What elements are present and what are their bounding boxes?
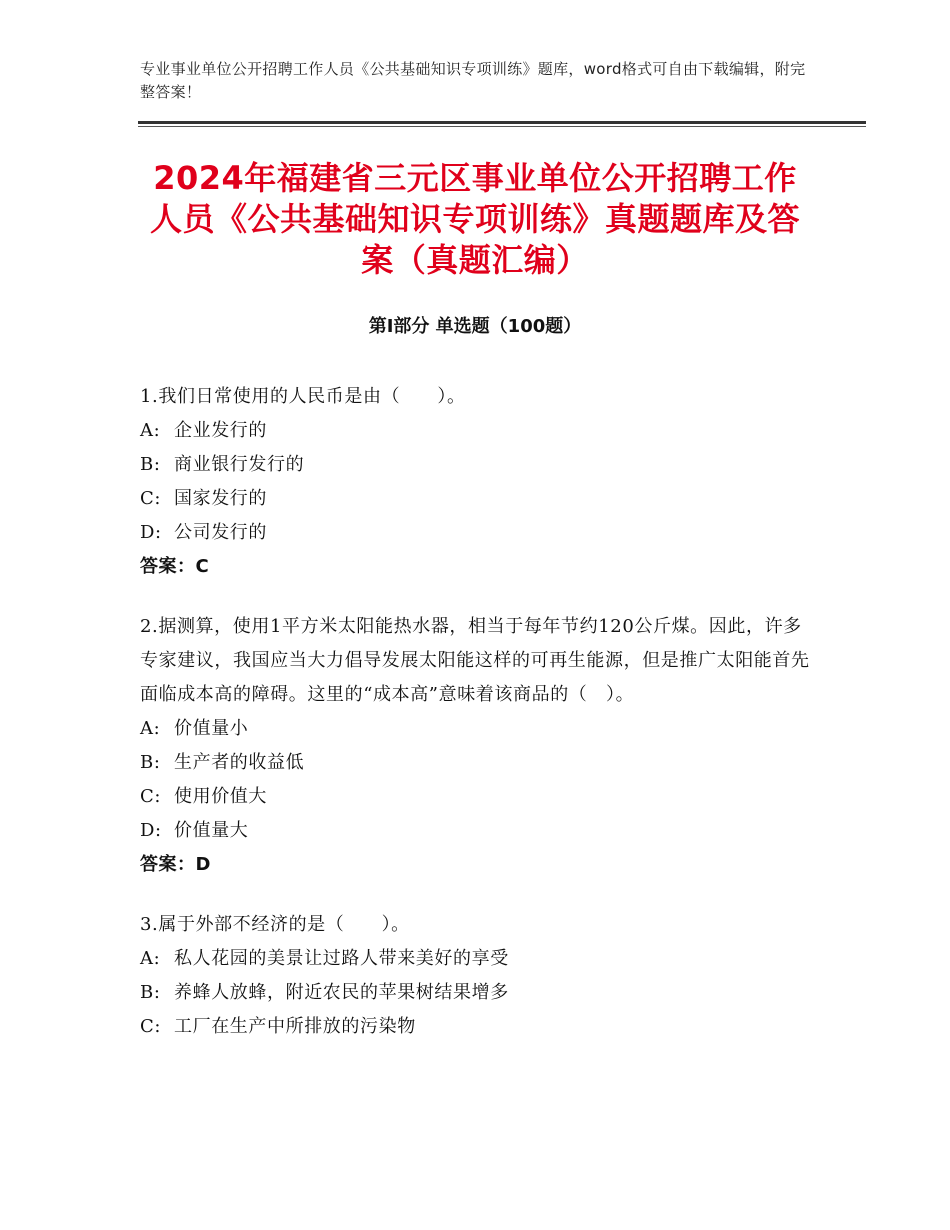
question-stem: 3.属于外部不经济的是（ ）。	[140, 914, 410, 935]
option-text: 价值量大	[174, 820, 249, 841]
question-3	[140, 908, 810, 1044]
question-stem: 1.我们日常使用的人民币是由（ ）。	[140, 386, 466, 407]
option-b	[140, 448, 810, 482]
section-title: 第Ⅰ部分 单选题（100题）	[368, 316, 582, 337]
option-text: 生产者的收益低	[174, 752, 305, 773]
header-divider-thick	[138, 121, 866, 124]
option-letter: A:	[140, 718, 161, 739]
option-letter: D:	[140, 820, 162, 841]
option-d	[140, 516, 810, 550]
option-text: 私人花园的美景让过路人带来美好的享受	[174, 948, 509, 969]
option-letter: A:	[140, 948, 161, 969]
option-c	[140, 482, 810, 516]
option-a	[140, 712, 810, 746]
option-text: 价值量小	[174, 718, 249, 739]
header-note: 专业事业单位公开招聘工作人员《公共基础知识专项训练》题库，word格式可自由下载编辑，附完整答案！	[140, 60, 806, 101]
header-divider-thin	[138, 126, 866, 127]
answer: 答案：C	[140, 556, 210, 577]
question-1	[140, 380, 810, 584]
option-letter: C:	[140, 1016, 162, 1037]
answer: 答案：D	[140, 854, 211, 875]
option-letter: A:	[140, 420, 161, 441]
question-stem: 2.据测算，使用1平方米太阳能热水器，相当于每年节约120公斤煤。因此，许多专家建议，我国应当大力倡导发展太阳能这样的可再生能源，但是推广太阳能首先面临成本高的障碍。这里的“成本高”意味着该商品的（ ）。	[140, 616, 810, 705]
question-list	[140, 380, 810, 1070]
option-a	[140, 942, 810, 976]
option-letter: B:	[140, 982, 161, 1003]
option-b	[140, 976, 810, 1010]
option-letter: B:	[140, 752, 161, 773]
option-b	[140, 746, 810, 780]
option-text: 公司发行的	[174, 522, 267, 543]
option-text: 工厂在生产中所排放的污染物	[174, 1016, 416, 1037]
option-letter: B:	[140, 454, 161, 475]
option-c	[140, 780, 810, 814]
option-letter: C:	[140, 488, 162, 509]
option-text: 使用价值大	[174, 786, 267, 807]
option-text: 商业银行发行的	[174, 454, 305, 475]
option-a	[140, 414, 810, 448]
document-title: 2024年福建省三元区事业单位公开招聘工作人员《公共基础知识专项训练》真题题库及答案（真题汇编）	[149, 159, 800, 279]
question-2	[140, 610, 810, 882]
option-text: 企业发行的	[174, 420, 267, 441]
option-d	[140, 814, 810, 848]
option-text: 国家发行的	[174, 488, 267, 509]
option-text: 养蜂人放蜂，附近农民的苹果树结果增多	[174, 982, 509, 1003]
option-letter: D:	[140, 522, 162, 543]
option-c	[140, 1010, 810, 1044]
option-letter: C:	[140, 786, 162, 807]
